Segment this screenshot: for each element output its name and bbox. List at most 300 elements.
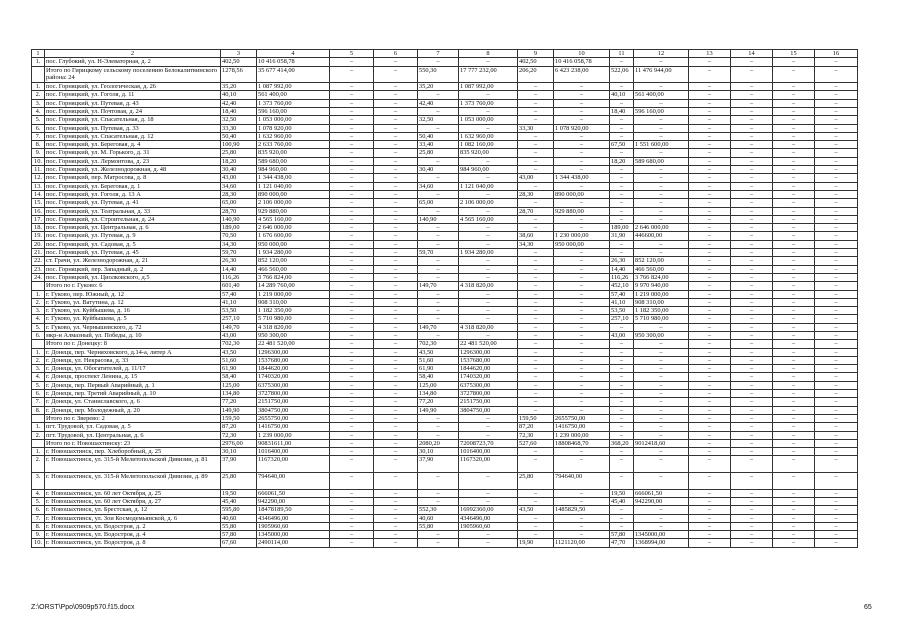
value-cell: – [773, 149, 815, 157]
row-number-cell: 1. [32, 348, 45, 356]
value-cell: 25,80 [221, 473, 257, 490]
value-cell: – [634, 381, 689, 389]
value-cell: – [610, 381, 634, 389]
address-cell: г. Новошахтинск, пер. Хлеборобный, д. 25 [45, 448, 221, 456]
value-cell: – [731, 356, 773, 364]
value-cell: – [731, 323, 773, 331]
value-cell: – [459, 332, 518, 340]
value-cell: – [689, 489, 731, 497]
value-cell: – [330, 298, 374, 306]
value-cell: – [731, 273, 773, 281]
value-cell: – [554, 91, 610, 99]
value-cell: 9 970 940,00 [634, 282, 689, 290]
value-cell: 40,60 [418, 514, 459, 522]
value-cell: – [689, 414, 731, 422]
value-cell: – [689, 473, 731, 490]
value-cell: – [689, 531, 731, 539]
value-cell: – [773, 431, 815, 439]
value-cell: 33,30 [518, 124, 554, 132]
value-cell: 57,80 [610, 531, 634, 539]
value-cell: 4 318 820,00 [459, 323, 518, 331]
value-cell: 1 344 438,00 [257, 174, 330, 182]
value-cell: 57,40 [221, 290, 257, 298]
value-cell: 2 106 000,00 [257, 199, 330, 207]
value-cell: – [773, 315, 815, 323]
value-cell: 14,40 [610, 265, 634, 273]
value-cell: – [610, 174, 634, 182]
table-row [32, 348, 858, 356]
table-row [32, 107, 858, 115]
value-cell: – [731, 232, 773, 240]
table-row [32, 439, 858, 447]
value-cell: 58,40 [418, 373, 459, 381]
value-cell: – [374, 174, 418, 182]
value-cell: – [459, 473, 518, 490]
value-cell: – [731, 381, 773, 389]
value-cell: 72008723,70 [459, 439, 518, 447]
value-cell: – [330, 107, 374, 115]
value-cell: 596 160,00 [634, 107, 689, 115]
value-cell: 58,40 [221, 373, 257, 381]
value-cell: – [374, 365, 418, 373]
value-cell: – [554, 166, 610, 174]
value-cell: – [773, 157, 815, 165]
value-cell: 2976,00 [221, 439, 257, 447]
value-cell: – [731, 439, 773, 447]
value-cell: – [374, 116, 418, 124]
value-cell: 1 078 920,00 [257, 124, 330, 132]
value-cell: – [731, 315, 773, 323]
value-cell: – [374, 381, 418, 389]
value-cell: 33,30 [221, 124, 257, 132]
value-cell: 26,30 [610, 257, 634, 265]
value-cell: – [554, 298, 610, 306]
value-cell: 1905960,60 [459, 522, 518, 530]
value-cell: – [731, 489, 773, 497]
value-cell: – [554, 149, 610, 157]
value-cell: – [554, 390, 610, 398]
value-cell: – [689, 406, 731, 414]
value-cell: – [731, 423, 773, 431]
value-cell: – [554, 107, 610, 115]
value-cell: 1 053 000,00 [257, 116, 330, 124]
value-cell: – [374, 414, 418, 422]
row-number-cell: 1. [32, 290, 45, 298]
value-cell: – [374, 290, 418, 298]
value-cell: 1 676 600,00 [257, 232, 330, 240]
value-cell: – [731, 240, 773, 248]
value-cell: – [773, 497, 815, 505]
value-cell: – [689, 99, 731, 107]
value-cell: – [815, 414, 858, 422]
value-cell: 43,00 [221, 332, 257, 340]
value-cell: 43,00 [221, 174, 257, 182]
value-cell: – [731, 514, 773, 522]
value-cell: – [815, 174, 858, 182]
value-cell: – [374, 398, 418, 406]
value-cell: – [815, 232, 858, 240]
address-cell: мкр-н Алмазный, ул. Победы, д. 10 [45, 332, 221, 340]
value-cell: 466 560,00 [634, 265, 689, 273]
address-cell: Итого по Гирицкому сельскому поселению Белокалитвинского района: 24 [45, 66, 221, 83]
value-cell: – [773, 124, 815, 132]
value-cell: – [459, 414, 518, 422]
value-cell: – [773, 174, 815, 182]
value-cell: – [773, 307, 815, 315]
value-cell: – [330, 273, 374, 281]
value-cell: 257,10 [221, 315, 257, 323]
value-cell: – [610, 414, 634, 422]
value-cell: – [731, 506, 773, 514]
table-row [32, 456, 858, 473]
address-cell: г. Донецк, пер. Молодежный, д. 20 [45, 406, 221, 414]
value-cell: 40,10 [610, 91, 634, 99]
row-number-cell: 4. [32, 315, 45, 323]
value-cell: – [374, 356, 418, 364]
value-cell: – [459, 423, 518, 431]
address-cell: г. Гуково, ул. Ватутина, д. 12 [45, 298, 221, 306]
row-number-cell: 5. [32, 497, 45, 505]
row-number-cell [32, 66, 45, 83]
value-cell: – [815, 190, 858, 198]
value-cell: – [330, 423, 374, 431]
value-cell: – [374, 149, 418, 157]
value-cell: – [330, 539, 374, 547]
value-cell: – [731, 332, 773, 340]
value-cell: – [731, 132, 773, 140]
value-cell: – [773, 141, 815, 149]
table-row [32, 323, 858, 331]
page-number: 65 [864, 604, 872, 611]
value-cell: – [554, 497, 610, 505]
value-cell: – [731, 149, 773, 157]
value-cell: 125,00 [221, 381, 257, 389]
value-cell: – [689, 307, 731, 315]
value-cell: – [689, 107, 731, 115]
value-cell: 1537680,00 [257, 356, 330, 364]
value-cell: – [689, 224, 731, 232]
value-cell: – [374, 390, 418, 398]
value-cell: – [374, 298, 418, 306]
address-cell: г. Новошахтинск, ул. Водостроя, д. 4 [45, 531, 221, 539]
value-cell: – [374, 307, 418, 315]
value-cell: 189,00 [610, 224, 634, 232]
table-row [32, 224, 858, 232]
row-number-cell: 3. [32, 365, 45, 373]
value-cell: – [554, 182, 610, 190]
value-cell: 30,10 [221, 448, 257, 456]
value-cell: – [731, 373, 773, 381]
value-cell: – [374, 207, 418, 215]
table-row [32, 215, 858, 223]
value-cell: – [418, 332, 459, 340]
value-cell: – [330, 83, 374, 91]
value-cell: 1 239 000,00 [257, 431, 330, 439]
value-cell: 908 310,00 [257, 298, 330, 306]
value-cell: – [689, 157, 731, 165]
value-cell: 18,40 [221, 107, 257, 115]
table-row [32, 448, 858, 456]
row-number-cell: 4. [32, 373, 45, 381]
column-number-header: 9 [518, 50, 554, 58]
value-cell: – [731, 99, 773, 107]
value-cell: 37,90 [418, 456, 459, 473]
value-cell: 42,40 [221, 99, 257, 107]
column-number-header: 10 [554, 50, 610, 58]
value-cell: – [518, 199, 554, 207]
value-cell: 589 680,00 [634, 157, 689, 165]
value-cell: – [634, 116, 689, 124]
row-number-cell: 1. [32, 58, 45, 66]
value-cell: – [554, 348, 610, 356]
row-number-cell: 10. [32, 539, 45, 547]
value-cell: – [610, 132, 634, 140]
value-cell: 149,70 [221, 323, 257, 331]
value-cell: – [634, 99, 689, 107]
value-cell: – [689, 66, 731, 83]
value-cell: 561 400,00 [257, 91, 330, 99]
row-number-cell: 16. [32, 207, 45, 215]
address-cell: г. Новошахтинск, ул. Брестская, д. 12 [45, 506, 221, 514]
value-cell: 30,10 [418, 448, 459, 456]
value-cell: – [374, 431, 418, 439]
address-cell: г. Донецк, ул. Некрасова, д. 33 [45, 356, 221, 364]
value-cell: – [554, 381, 610, 389]
value-cell: – [731, 307, 773, 315]
value-cell: 6 423 238,00 [554, 66, 610, 83]
value-cell: 1345000,00 [257, 531, 330, 539]
value-cell: – [374, 473, 418, 490]
value-cell: – [374, 406, 418, 414]
value-cell: – [374, 215, 418, 223]
table-row [32, 290, 858, 298]
value-cell: – [418, 273, 459, 281]
value-cell: 11 476 944,00 [634, 66, 689, 83]
value-cell: – [773, 83, 815, 91]
value-cell: – [773, 348, 815, 356]
address-cell: г. Гуково, ул. Чернышевского, д. 72 [45, 323, 221, 331]
value-cell: – [634, 83, 689, 91]
value-cell: – [330, 190, 374, 198]
value-cell: – [815, 448, 858, 456]
row-number-cell: 21. [32, 249, 45, 257]
value-cell: 35 677 414,00 [257, 66, 330, 83]
value-cell: – [374, 539, 418, 547]
value-cell: – [330, 373, 374, 381]
value-cell: – [815, 107, 858, 115]
value-cell: 18808468,70 [554, 439, 610, 447]
table-row [32, 99, 858, 107]
value-cell: – [815, 240, 858, 248]
value-cell: – [731, 257, 773, 265]
value-cell: – [330, 489, 374, 497]
value-cell: – [815, 207, 858, 215]
value-cell: – [518, 215, 554, 223]
table-row [32, 265, 858, 273]
value-cell: 1537680,00 [459, 356, 518, 364]
value-cell: – [374, 66, 418, 83]
value-cell: – [731, 539, 773, 547]
value-cell: – [374, 265, 418, 273]
footer-file-path: Z:\ORST\Ppo\0909p570.f15.docx [31, 604, 135, 611]
value-cell: 1167320,00 [459, 456, 518, 473]
value-cell: – [815, 307, 858, 315]
value-cell: – [330, 307, 374, 315]
value-cell: – [554, 332, 610, 340]
value-cell: – [634, 132, 689, 140]
value-cell: 28,70 [221, 207, 257, 215]
table-row [32, 141, 858, 149]
value-cell: – [731, 398, 773, 406]
address-cell: пос. Горняцкий, ул. Строительная, д. 24 [45, 215, 221, 223]
row-number-cell: 5. [32, 116, 45, 124]
value-cell: – [731, 348, 773, 356]
value-cell: – [773, 132, 815, 140]
value-cell: – [330, 290, 374, 298]
value-cell: – [554, 522, 610, 530]
value-cell: 5 710 980,00 [634, 315, 689, 323]
value-cell: – [731, 497, 773, 505]
row-number-cell: 22. [32, 257, 45, 265]
value-cell: – [731, 340, 773, 348]
address-cell: г. Новошахтинск, ул. 60 лет Октября, д. 27 [45, 497, 221, 505]
value-cell: – [418, 298, 459, 306]
value-cell: 4346496,00 [257, 514, 330, 522]
value-cell: 26,30 [221, 257, 257, 265]
row-number-cell: 2. [32, 356, 45, 364]
value-cell: 57,80 [221, 531, 257, 539]
value-cell: – [518, 340, 554, 348]
value-cell: – [815, 91, 858, 99]
value-cell: – [689, 506, 731, 514]
value-cell: 589 680,00 [257, 157, 330, 165]
value-cell: 2080,20 [418, 439, 459, 447]
value-cell: – [374, 323, 418, 331]
value-cell: – [689, 282, 731, 290]
value-cell: – [634, 506, 689, 514]
value-cell: – [815, 340, 858, 348]
column-number-header: 3 [221, 50, 257, 58]
value-cell: – [418, 290, 459, 298]
row-number-cell: 14. [32, 190, 45, 198]
value-cell: – [815, 539, 858, 547]
value-cell: 50,40 [418, 132, 459, 140]
value-cell: – [330, 224, 374, 232]
value-cell: 1167320,00 [257, 456, 330, 473]
row-number-cell: 11. [32, 166, 45, 174]
address-cell: пос. Горняцкий, ул. Путевая, д. 43 [45, 99, 221, 107]
value-cell: 552,30 [418, 506, 459, 514]
value-cell: 19,90 [518, 539, 554, 547]
value-cell: – [815, 298, 858, 306]
value-cell: – [330, 124, 374, 132]
value-cell: 2655750,00 [257, 414, 330, 422]
value-cell: – [815, 373, 858, 381]
register-table-container [31, 49, 858, 548]
address-cell: пос. Горняцкий, ул. Береговая, д. 1 [45, 182, 221, 190]
value-cell: – [815, 423, 858, 431]
value-cell: – [330, 249, 374, 257]
value-cell: – [330, 215, 374, 223]
row-number-cell: 17. [32, 215, 45, 223]
value-cell: – [518, 149, 554, 157]
value-cell: – [518, 390, 554, 398]
value-cell: – [773, 356, 815, 364]
value-cell: 41,10 [221, 298, 257, 306]
value-cell: – [773, 423, 815, 431]
value-cell: – [689, 174, 731, 182]
value-cell: – [634, 414, 689, 422]
value-cell: – [689, 539, 731, 547]
value-cell: – [554, 398, 610, 406]
value-cell: 2 646 000,00 [634, 224, 689, 232]
value-cell: 90831611,00 [257, 439, 330, 447]
value-cell: – [330, 257, 374, 265]
value-cell: – [634, 149, 689, 157]
row-number-cell: 20. [32, 240, 45, 248]
value-cell: – [459, 58, 518, 66]
value-cell: – [554, 340, 610, 348]
value-cell: – [610, 207, 634, 215]
value-cell: – [518, 257, 554, 265]
value-cell: 28,30 [221, 190, 257, 198]
table-row [32, 116, 858, 124]
value-cell: – [554, 273, 610, 281]
value-cell: 40,10 [221, 91, 257, 99]
value-cell: – [374, 107, 418, 115]
value-cell: – [518, 166, 554, 174]
value-cell: 3 766 824,00 [257, 273, 330, 281]
value-cell: – [815, 215, 858, 223]
value-cell: – [518, 323, 554, 331]
value-cell: 1016400,00 [459, 448, 518, 456]
value-cell: – [374, 166, 418, 174]
value-cell: 61,90 [418, 365, 459, 373]
value-cell: 149,90 [418, 406, 459, 414]
value-cell: – [773, 539, 815, 547]
value-cell: 100,90 [221, 141, 257, 149]
table-row [32, 273, 858, 281]
table-row [32, 356, 858, 364]
value-cell: – [330, 439, 374, 447]
value-cell: – [518, 107, 554, 115]
value-cell: – [554, 514, 610, 522]
value-cell: – [374, 423, 418, 431]
value-cell: – [418, 107, 459, 115]
value-cell: – [374, 282, 418, 290]
value-cell: 666061,50 [634, 489, 689, 497]
address-cell: г. Новошахтинск, ул. 60 лет Октября, д. 25 [45, 489, 221, 497]
value-cell: – [554, 83, 610, 91]
value-cell: – [518, 514, 554, 522]
value-cell: 4346496,00 [459, 514, 518, 522]
value-cell: 33,40 [418, 141, 459, 149]
value-cell: – [330, 282, 374, 290]
value-cell: – [330, 132, 374, 140]
value-cell: – [773, 282, 815, 290]
value-cell: 890 000,00 [257, 190, 330, 198]
value-cell: – [518, 448, 554, 456]
value-cell: – [634, 166, 689, 174]
value-cell: – [374, 439, 418, 447]
table-row [32, 149, 858, 157]
value-cell: – [330, 166, 374, 174]
value-cell: – [815, 456, 858, 473]
address-cell: г. Донецк, пер. Первый Аварийный, д. 1 [45, 381, 221, 389]
value-cell: – [330, 149, 374, 157]
column-number-header: 2 [45, 50, 221, 58]
value-cell: – [815, 473, 858, 490]
